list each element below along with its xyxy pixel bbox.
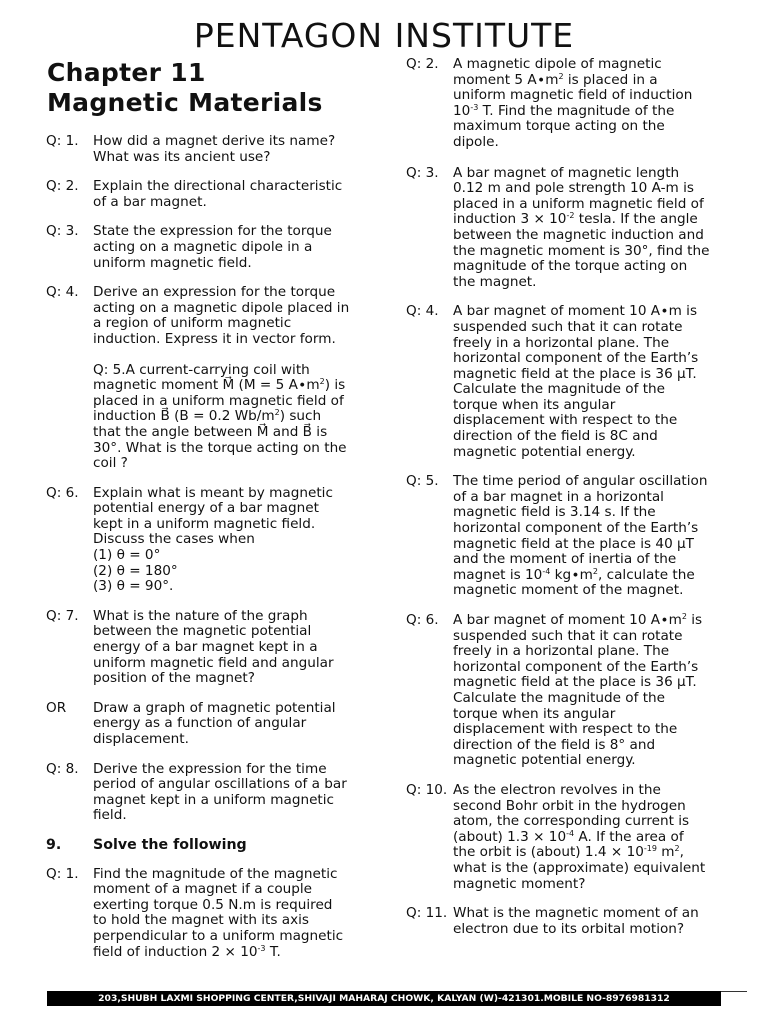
text-line: The time period of angular oscillation — [453, 473, 708, 490]
text-line: Explain the directional characteristic — [93, 178, 343, 195]
text-part: induction B⃗ (B = 0.2 Wb/m — [93, 408, 275, 425]
text-line: the magnet. — [453, 273, 537, 290]
text-part: the orbit is (about) 1.4 × 10 — [453, 844, 644, 861]
text-line: magnet kept in a uniform magnetic — [93, 791, 335, 808]
text-line: acting on a magnetic dipole in a — [93, 238, 313, 255]
problem-5 — [406, 474, 736, 599]
question-5 — [46, 363, 376, 472]
text-line: what is the (approximate) equivalent — [453, 859, 706, 876]
question-7 — [46, 609, 376, 687]
text-part: T. — [265, 943, 281, 960]
question-text — [93, 867, 376, 961]
text-part: T. Find the magnitude of the — [478, 102, 675, 119]
question-number: Q: 3. — [406, 164, 439, 181]
text-line — [93, 945, 376, 961]
text-part: ) is — [324, 377, 346, 394]
text-part: , calculate the — [597, 566, 695, 583]
question-text — [93, 609, 376, 687]
question-text — [453, 166, 736, 291]
text-line: suspended such that it can rotate — [453, 318, 683, 335]
superscript: 2 — [592, 566, 598, 576]
text-line: (3) θ = 90°. — [93, 578, 174, 595]
text-line: the magnetic moment is 30°, find the — [453, 242, 710, 259]
question-text — [93, 224, 376, 271]
question-number: Q: 10. — [406, 781, 448, 798]
text-line: displacement. — [93, 731, 189, 747]
text-line: second Bohr orbit in the hydrogen — [453, 797, 686, 814]
text-line: a region of uniform magnetic — [93, 315, 292, 332]
text-line: State the expression for the torque — [93, 223, 332, 240]
superscript: 2 — [274, 408, 280, 418]
superscript: 2 — [558, 71, 564, 81]
text-part: m — [656, 844, 675, 861]
question-number: Q: 5. — [406, 473, 439, 490]
text-line: 30°. What is the torque acting on the — [93, 439, 347, 456]
text-line — [453, 613, 736, 629]
text-part: ) such — [279, 408, 322, 425]
question-text — [453, 57, 736, 151]
text-line: Derive an expression for the torque — [93, 284, 336, 301]
text-part: , — [679, 844, 684, 861]
text-line: dipole. — [453, 133, 499, 150]
question-1 — [46, 134, 376, 165]
text-line: direction of the field is 8° and — [453, 736, 656, 753]
text-part: kg∙m — [550, 566, 593, 583]
text-line — [453, 212, 736, 228]
or-label: OR — [46, 699, 67, 716]
text-line: Calculate the magnitude of the — [453, 381, 666, 398]
text-part: A. If the area of — [574, 828, 684, 845]
superscript: -19 — [643, 844, 657, 854]
question-number: Q: 1. — [46, 133, 79, 149]
question-number: Q: 1. — [46, 865, 79, 882]
question-text — [453, 304, 736, 460]
text-line: maximum torque acting on the — [453, 118, 665, 135]
text-line: induction. Express it in vector form. — [93, 330, 336, 347]
text-line: magnetic field at the place is 40 μT — [453, 535, 694, 552]
text-line: (1) θ = 0° — [93, 547, 161, 564]
question-text — [453, 474, 736, 599]
problem-3 — [406, 166, 736, 291]
text-line: horizontal component of the Earth’s — [453, 520, 699, 537]
text-line: position of the magnet? — [93, 670, 255, 687]
question-text — [46, 363, 376, 472]
text-line: field. — [93, 807, 127, 824]
superscript: 2 — [681, 612, 687, 621]
question-text — [453, 906, 736, 937]
text-line — [453, 830, 736, 846]
text-line — [453, 845, 736, 861]
institute-title: PENTAGON INSTITUTE — [193, 16, 575, 55]
superscript: -4 — [566, 828, 575, 838]
text-line: 0.12 m and pole strength 10 A-m is — [453, 180, 694, 197]
text-part: moment 5 A∙m — [453, 71, 559, 88]
text-line: placed in a uniform magnetic field of — [93, 392, 344, 409]
text-line: placed in a uniform magnetic field of — [453, 195, 704, 212]
text-line: of a bar magnet. — [93, 193, 207, 210]
left-column — [46, 134, 376, 974]
text-line: magnetic field at the place is 36 μT. — [453, 365, 697, 382]
text-line: suspended such that it can rotate — [453, 627, 683, 644]
question-number: Q: 7. — [46, 607, 79, 624]
text-line — [93, 409, 376, 425]
text-line: A bar magnet of magnetic length — [453, 164, 680, 181]
footer-address: 203,SHUBH LAXMI SHOPPING CENTER,SHIVAJI MAHARAJ CHOWK, KALYAN (W)-421301.MOBILE NO-8976981312 — [47, 991, 721, 1006]
text-line — [453, 73, 736, 89]
text-line: freely in a horizontal plane. The — [453, 643, 670, 660]
section-title: Solve the following — [93, 836, 247, 853]
question-text — [93, 701, 376, 748]
superscript: -4 — [542, 566, 551, 576]
superscript: -2 — [566, 211, 575, 221]
text-line: magnetic moment of the magnet. — [453, 582, 684, 599]
question-number: Q: 11. — [406, 905, 448, 922]
question-number: Q: 8. — [46, 760, 79, 777]
text-line: exerting torque 0.5 N.m is required — [93, 896, 333, 913]
section-number: 9. — [46, 836, 62, 853]
text-line: to hold the magnet with its axis — [93, 912, 309, 929]
text-line: As the electron revolves in the — [453, 781, 661, 798]
text-line: Q: 5.A current-carrying coil with — [93, 361, 310, 378]
text-line: Calculate the magnitude of the — [453, 689, 666, 706]
footer-rule — [721, 991, 747, 992]
question-number: Q: 2. — [46, 178, 79, 195]
text-part: magnetic moment M⃗ (M = 5 A∙m — [93, 377, 320, 394]
text-line: What is the magnetic moment of an — [453, 905, 699, 922]
question-number: Q: 4. — [406, 303, 439, 320]
text-line: (2) θ = 180° — [93, 562, 178, 579]
question-text — [93, 285, 376, 347]
section-heading — [46, 838, 376, 854]
question-text — [93, 134, 376, 165]
question-2 — [46, 179, 376, 210]
text-line: potential energy of a bar magnet — [93, 500, 319, 517]
text-line: displacement with respect to the — [453, 412, 678, 429]
text-part: (about) 1.3 × 10 — [453, 828, 567, 845]
chapter-heading — [47, 58, 323, 118]
problem-11 — [406, 906, 736, 937]
question-text — [453, 613, 736, 769]
text-part: induction 3 × 10 — [453, 211, 567, 228]
text-line: Explain what is meant by magnetic — [93, 484, 333, 501]
text-line: torque when its angular — [453, 705, 616, 722]
text-line: direction of the field is 8C and — [453, 428, 658, 445]
superscript: -3 — [257, 943, 266, 953]
problem-10 — [406, 783, 736, 892]
text-part: magnet is 10 — [453, 566, 543, 583]
text-line: Derive the expression for the time — [93, 760, 327, 777]
text-line: How did a magnet derive its name? — [93, 133, 336, 149]
chapter-title: Magnetic Materials — [47, 88, 323, 117]
text-line: uniform magnetic field of induction — [453, 87, 693, 104]
question-number: Q: 3. — [46, 223, 79, 240]
text-line: and the moment of inertia of the — [453, 551, 677, 568]
text-line: coil ? — [93, 455, 128, 472]
superscript: 2 — [674, 844, 680, 854]
question-text — [93, 762, 376, 824]
text-line: energy as a function of angular — [93, 715, 307, 732]
text-line: magnetic field at the place is 36 μT. — [453, 674, 697, 691]
superscript: -3 — [470, 102, 479, 112]
text-line: Find the magnitude of the magnetic — [93, 865, 338, 882]
text-line: horizontal component of the Earth’s — [453, 350, 699, 367]
text-line: displacement with respect to the — [453, 721, 678, 738]
text-part: is placed in a — [563, 71, 658, 88]
problem-2 — [406, 57, 736, 151]
superscript: 2 — [319, 377, 325, 387]
text-line: horizontal component of the Earth’s — [453, 658, 699, 675]
question-7-alternative — [46, 701, 376, 748]
text-line: What is the nature of the graph — [93, 607, 308, 624]
text-part: tesla. If the angle — [574, 211, 698, 228]
question-4 — [46, 285, 376, 347]
text-line: energy of a bar magnet kept in a — [93, 639, 318, 656]
text-line: Draw a graph of magnetic potential — [93, 699, 336, 716]
text-part: A bar magnet of moment 10 A∙m — [453, 612, 682, 628]
text-line: A magnetic dipole of magnetic — [453, 56, 662, 72]
text-line: magnetic moment? — [453, 875, 586, 892]
question-6 — [46, 486, 376, 595]
text-line: A bar magnet of moment 10 A∙m is — [453, 303, 698, 320]
text-part: field of induction 2 × 10 — [93, 943, 258, 960]
question-text — [93, 486, 376, 595]
question-3 — [46, 224, 376, 271]
chapter-number: Chapter 11 — [47, 58, 206, 87]
text-line: Discuss the cases when — [93, 531, 255, 548]
text-line: magnetic potential energy. — [453, 443, 636, 460]
text-part: 10 — [453, 102, 471, 119]
right-column — [406, 57, 736, 951]
text-line — [93, 378, 376, 394]
text-line: kept in a uniform magnetic field. — [93, 515, 316, 532]
text-line: between the magnetic induction and — [453, 226, 704, 243]
text-line: electron due to its orbital motion? — [453, 920, 685, 937]
question-8 — [46, 762, 376, 824]
text-line: that the angle between M⃗ and B⃗ is — [93, 423, 328, 440]
text-line: magnetic field is 3.14 s. If the — [453, 504, 656, 521]
text-line: uniform magnetic field and angular — [93, 654, 334, 671]
problem-1 — [46, 867, 376, 961]
text-line: moment of a magnet if a couple — [93, 881, 313, 898]
question-number: Q: 6. — [406, 612, 439, 628]
text-line: magnetic potential energy. — [453, 752, 636, 769]
text-line: torque when its angular — [453, 396, 616, 413]
problem-4 — [406, 304, 736, 460]
question-number: Q: 6. — [46, 484, 79, 501]
text-line: atom, the corresponding current is — [453, 813, 690, 830]
question-number: Q: 2. — [406, 56, 439, 72]
question-text — [453, 783, 736, 892]
text-line — [453, 568, 736, 584]
text-line — [453, 104, 736, 120]
problem-6 — [406, 613, 736, 769]
question-number: Q: 4. — [46, 284, 79, 301]
text-line: between the magnetic potential — [93, 623, 312, 640]
text-part: is — [686, 612, 703, 628]
text-line: What was its ancient use? — [93, 148, 271, 165]
text-line: perpendicular to a uniform magnetic — [93, 927, 344, 944]
text-line: uniform magnetic field. — [93, 254, 252, 271]
text-line: period of angular oscillations of a bar — [93, 776, 347, 793]
text-line: acting on a magnetic dipole placed in — [93, 299, 350, 316]
text-line: freely in a horizontal plane. The — [453, 334, 670, 351]
question-text — [93, 179, 376, 210]
text-line: of a bar magnet in a horizontal — [453, 488, 664, 505]
text-line: magnitude of the torque acting on — [453, 258, 688, 275]
